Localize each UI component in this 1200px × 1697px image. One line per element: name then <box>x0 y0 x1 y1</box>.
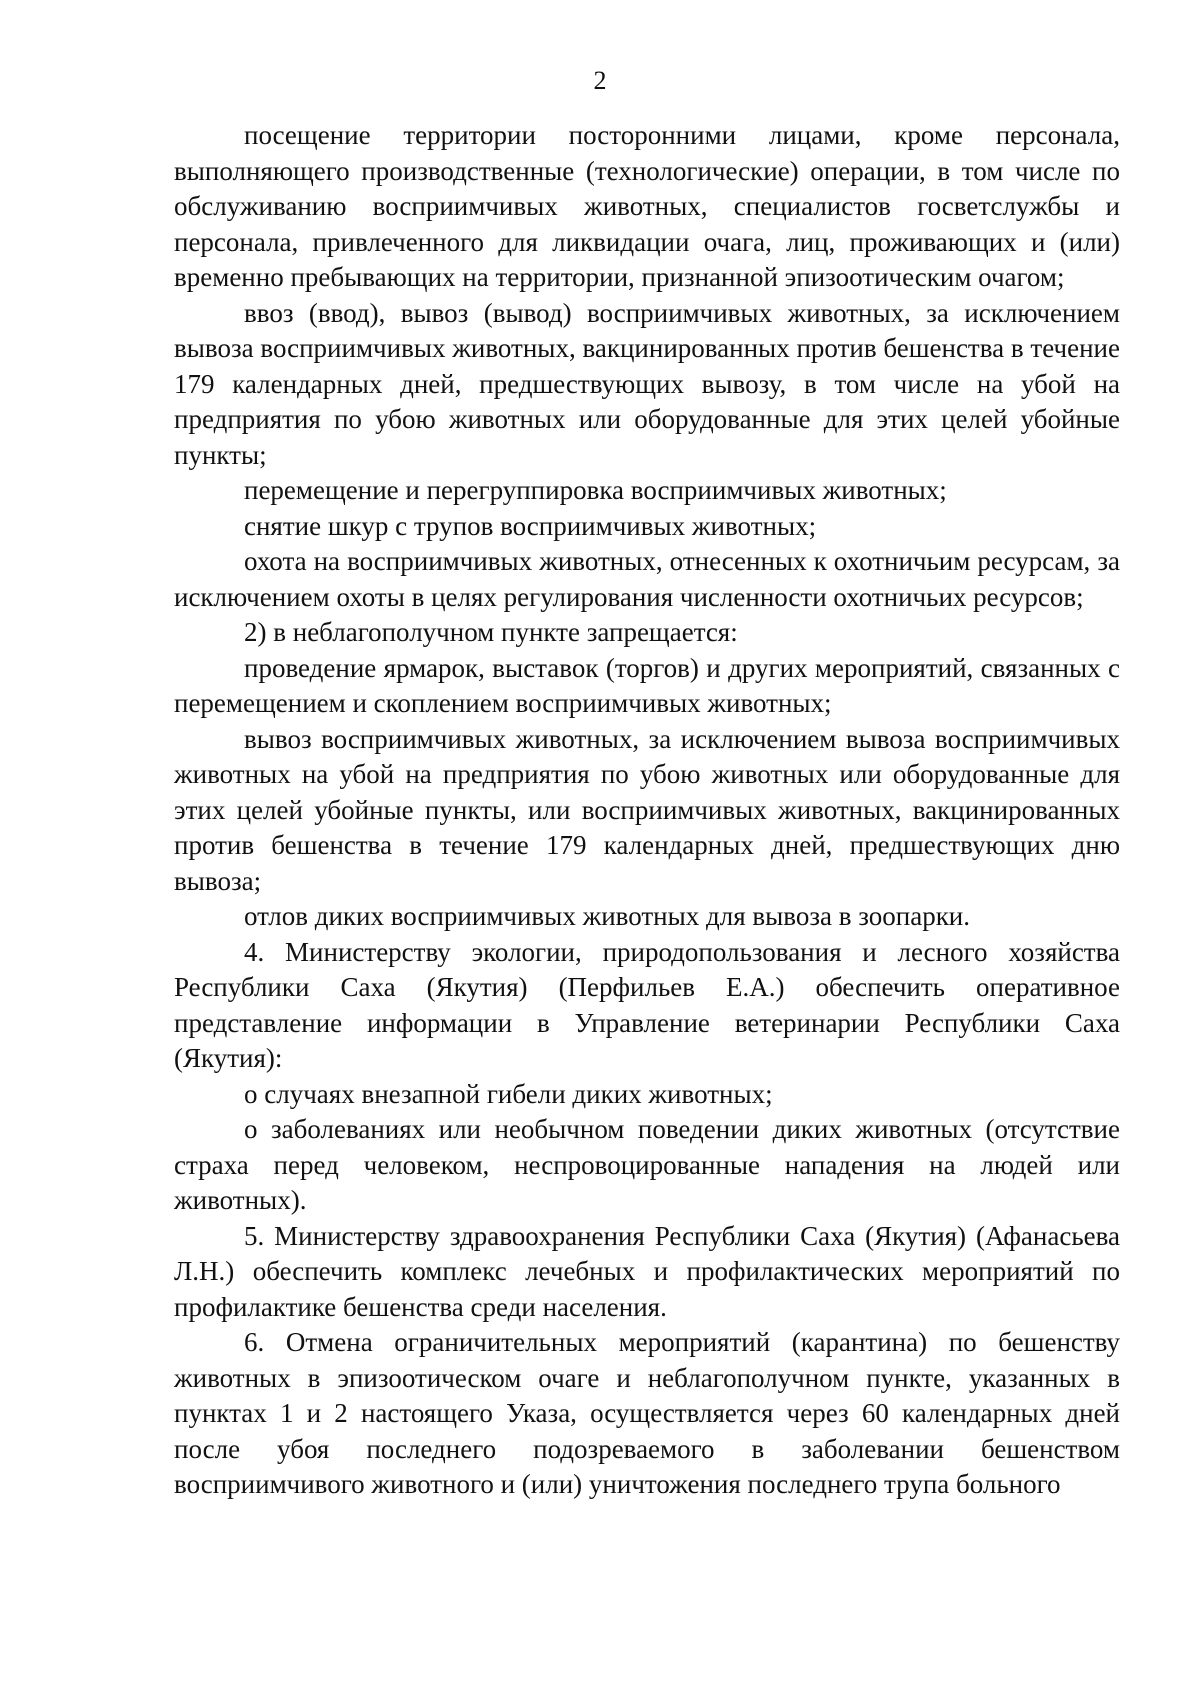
paragraph-regrouping-ban: перемещение и перегруппировка восприимчивых животных; <box>244 475 947 505</box>
paragraph-skinning-ban: снятие шкур с трупов восприимчивых животных; <box>244 510 817 541</box>
paragraph-removal-ban: вывоз восприимчивых животных, за исключением вывоза восприимчивых животных на убой на предприятия по убою животных или оборудованные для этих целей убойные пункты, или восприимчивых животных, вакцинированных против бешенства в течение 179 календарных дней, предшествующих дню вывоза; <box>174 723 1120 896</box>
page-number: 2 <box>593 66 607 95</box>
document-body <box>174 118 1120 1503</box>
paragraph-capture-ban: отлов диких восприимчивых животных для вывоза в зоопарки. <box>244 901 971 931</box>
paragraph-import-export-ban: ввоз (ввод), вывоз (вывод) восприимчивых животных, за исключением вывоза восприимчивых животных, вакцинированных против бешенства в течение 179 календарных дней, предшествующих вывозу, в том числе на убой на предприятия по убою животных или оборудованные для этих целей убойные пункты; <box>174 297 1120 470</box>
paragraph-unfavorable-point-heading: 2) в неблагополучном пункте запрещается: <box>244 617 738 647</box>
paragraph-fairs-ban: проведение ярмарок, выставок (торгов) и других мероприятий, связанных с перемещением и скоплением восприимчивых животных; <box>174 652 1120 718</box>
paragraph-item-5: 5. Министерству здравоохранения Республики Саха (Якутия) (Афанасьева Л.Н.) обеспечить комплекс лечебных и профилактических мероприятий по профилактике бешенства среди населения. <box>174 1220 1120 1322</box>
paragraph-unusual-behavior: о заболеваниях или необычном поведении диких животных (отсутствие страха перед человеком, неспровоцированные нападения на людей или животных). <box>174 1114 1120 1215</box>
paragraph-hunting-ban: охота на восприимчивых животных, отнесенных к охотничьим ресурсам, за исключением охоты в целях регулирования численности охотничьих ресурсов; <box>174 546 1120 612</box>
paragraph-sudden-death: о случаях внезапной гибели диких животных; <box>244 1078 773 1109</box>
paragraph-item-4: 4. Министерству экологии, природопользования и лесного хозяйства Республики Саха (Якутия) (Перфильев Е.А.) обеспечить оперативное представление информации в Управление ветеринарии Республики Саха (Якутия): <box>174 936 1120 1073</box>
paragraph-item-6: 6. Отмена ограничительных мероприятий (карантина) по бешенству животных в эпизоотическом очаге и неблагополучном пункте, указанных в пунктах 1 и 2 настоящего Указа, осуществляется через 60 календарных дней после убоя последнего подозреваемого в заболевании бешенством восприимчивого животного и (или) уничтожения последнего трупа больного <box>174 1327 1120 1499</box>
paragraph-visitors-ban: посещение территории посторонними лицами, кроме персонала, выполняющего производственные (технологические) операции, в том числе по обслуживанию восприимчивых животных, специалистов госветслужбы и персонала, привлеченного для ликвидации очага, лиц, проживающих и (или) временно пребывающих на территории, признанной эпизоотическим очагом; <box>174 120 1120 292</box>
